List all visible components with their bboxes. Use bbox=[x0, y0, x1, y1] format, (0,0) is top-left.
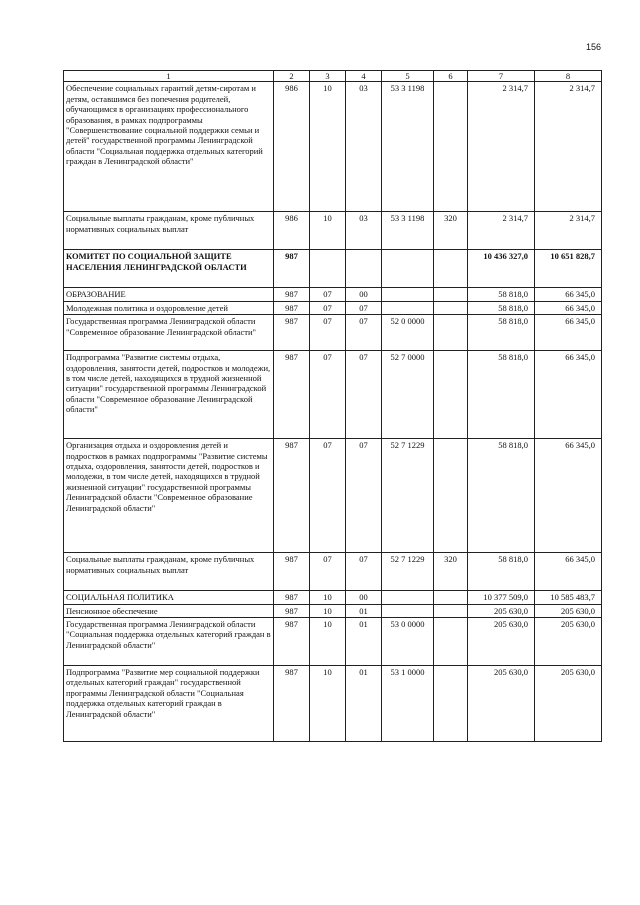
cell-amount-2: 66 345,0 bbox=[535, 351, 602, 439]
column-header: 1 bbox=[64, 71, 274, 82]
cell-target-article bbox=[382, 288, 434, 301]
cell-subsection: 03 bbox=[346, 212, 382, 250]
table-row bbox=[64, 301, 602, 314]
cell-ministry: 987 bbox=[274, 591, 310, 604]
cell-section: 10 bbox=[310, 591, 346, 604]
cell-section: 07 bbox=[310, 288, 346, 301]
cell-section: 07 bbox=[310, 301, 346, 314]
cell-expense-type: 320 bbox=[434, 212, 468, 250]
cell-subsection: 07 bbox=[346, 315, 382, 351]
cell-expense-type bbox=[434, 301, 468, 314]
cell-expense-type bbox=[434, 666, 468, 742]
cell-amount-2: 66 345,0 bbox=[535, 315, 602, 351]
cell-ministry: 987 bbox=[274, 301, 310, 314]
cell-target-article: 52 0 0000 bbox=[382, 315, 434, 351]
cell-section: 07 bbox=[310, 315, 346, 351]
cell-expense-type bbox=[434, 82, 468, 212]
column-header: 2 bbox=[274, 71, 310, 82]
table-row bbox=[64, 591, 602, 604]
row-name: Подпрограмма "Развитие мер социальной поддержки отдельных категорий граждан" государственной программы Ленинградской области "Социальная поддержка отдельных категорий граждан в Ленинградской области" bbox=[64, 666, 274, 742]
cell-subsection bbox=[346, 250, 382, 288]
cell-target-article bbox=[382, 301, 434, 314]
cell-subsection: 03 bbox=[346, 82, 382, 212]
table-row bbox=[64, 315, 602, 351]
cell-target-article: 52 7 0000 bbox=[382, 351, 434, 439]
column-header: 8 bbox=[535, 71, 602, 82]
cell-target-article bbox=[382, 591, 434, 604]
cell-amount-2: 2 314,7 bbox=[535, 212, 602, 250]
cell-expense-type bbox=[434, 591, 468, 604]
cell-subsection: 07 bbox=[346, 439, 382, 553]
cell-ministry: 987 bbox=[274, 250, 310, 288]
row-name: Обеспечение социальных гарантий детям-сиротам и детям, оставшимся без попечения родителей, обучающимся в организациях профессионального образования, в рамках подпрограммы "Совершенствование социальной поддержки семьи и детей" государственной программы Ленинградской области "Социальная поддержка отдельных категорий граждан в Ленинградской области" bbox=[64, 82, 274, 212]
row-name: Государственная программа Ленинградской области "Социальная поддержка отдельных категорий граждан в Ленинградской области" bbox=[64, 618, 274, 666]
cell-section bbox=[310, 250, 346, 288]
cell-subsection: 07 bbox=[346, 553, 382, 591]
cell-ministry: 987 bbox=[274, 553, 310, 591]
table-row bbox=[64, 250, 602, 288]
budget-table bbox=[63, 70, 602, 742]
cell-amount-1: 205 630,0 bbox=[468, 604, 535, 617]
cell-ministry: 986 bbox=[274, 212, 310, 250]
cell-section: 07 bbox=[310, 439, 346, 553]
cell-target-article: 53 0 0000 bbox=[382, 618, 434, 666]
cell-ministry: 987 bbox=[274, 315, 310, 351]
cell-section: 10 bbox=[310, 618, 346, 666]
table-row bbox=[64, 439, 602, 553]
cell-expense-type bbox=[434, 618, 468, 666]
row-name: Подпрограмма "Развитие системы отдыха, оздоровления, занятости детей, подростков и молодежи, в том числе детей, находящихся в трудной жизненной ситуации" государственной программы Ленинградской области "Современное образование Ленинградской области" bbox=[64, 351, 274, 439]
cell-target-article: 52 7 1229 bbox=[382, 439, 434, 553]
cell-amount-2: 10 651 828,7 bbox=[535, 250, 602, 288]
column-header: 7 bbox=[468, 71, 535, 82]
table-row bbox=[64, 553, 602, 591]
cell-expense-type bbox=[434, 439, 468, 553]
cell-amount-1: 10 377 509,0 bbox=[468, 591, 535, 604]
table-row bbox=[64, 618, 602, 666]
row-name: Социальные выплаты гражданам, кроме публичных нормативных социальных выплат bbox=[64, 212, 274, 250]
cell-amount-1: 10 436 327,0 bbox=[468, 250, 535, 288]
cell-section: 07 bbox=[310, 351, 346, 439]
cell-section: 10 bbox=[310, 666, 346, 742]
cell-ministry: 987 bbox=[274, 351, 310, 439]
cell-amount-1: 58 818,0 bbox=[468, 315, 535, 351]
column-header: 6 bbox=[434, 71, 468, 82]
cell-ministry: 987 bbox=[274, 288, 310, 301]
cell-section: 10 bbox=[310, 82, 346, 212]
table-row bbox=[64, 288, 602, 301]
cell-target-article: 52 7 1229 bbox=[382, 553, 434, 591]
cell-expense-type bbox=[434, 351, 468, 439]
table-row bbox=[64, 82, 602, 212]
cell-target-article bbox=[382, 250, 434, 288]
cell-ministry: 987 bbox=[274, 666, 310, 742]
row-name: ОБРАЗОВАНИЕ bbox=[64, 288, 274, 301]
table-row bbox=[64, 604, 602, 617]
cell-target-article: 53 3 1198 bbox=[382, 212, 434, 250]
cell-ministry: 987 bbox=[274, 618, 310, 666]
cell-amount-2: 205 630,0 bbox=[535, 618, 602, 666]
cell-amount-1: 205 630,0 bbox=[468, 666, 535, 742]
table-row bbox=[64, 351, 602, 439]
row-name: Организация отдыха и оздоровления детей и подростков в рамках подпрограммы "Развитие системы отдыха, оздоровления, занятости детей, подростков и молодежи, в том числе детей, находящихся в трудной жизненной ситуации" государственной программы Ленинградской области "Современное образование Ленинградской области" bbox=[64, 439, 274, 553]
cell-amount-1: 205 630,0 bbox=[468, 618, 535, 666]
row-name: Молодежная политика и оздоровление детей bbox=[64, 301, 274, 314]
row-name: Пенсионное обеспечение bbox=[64, 604, 274, 617]
column-header: 4 bbox=[346, 71, 382, 82]
cell-amount-1: 58 818,0 bbox=[468, 351, 535, 439]
row-name: Государственная программа Ленинградской области "Современное образование Ленинградской области" bbox=[64, 315, 274, 351]
cell-expense-type bbox=[434, 315, 468, 351]
cell-amount-1: 2 314,7 bbox=[468, 82, 535, 212]
cell-target-article: 53 1 0000 bbox=[382, 666, 434, 742]
cell-subsection: 07 bbox=[346, 301, 382, 314]
cell-expense-type bbox=[434, 288, 468, 301]
cell-section: 07 bbox=[310, 553, 346, 591]
header-row bbox=[64, 71, 602, 82]
cell-expense-type bbox=[434, 250, 468, 288]
table-row bbox=[64, 666, 602, 742]
cell-section: 10 bbox=[310, 604, 346, 617]
cell-amount-2: 66 345,0 bbox=[535, 439, 602, 553]
page-number: 156 bbox=[586, 42, 602, 52]
cell-subsection: 01 bbox=[346, 618, 382, 666]
cell-subsection: 01 bbox=[346, 666, 382, 742]
cell-subsection: 00 bbox=[346, 591, 382, 604]
cell-amount-1: 58 818,0 bbox=[468, 301, 535, 314]
cell-ministry: 987 bbox=[274, 439, 310, 553]
cell-amount-2: 205 630,0 bbox=[535, 604, 602, 617]
cell-amount-1: 58 818,0 bbox=[468, 288, 535, 301]
cell-amount-2: 205 630,0 bbox=[535, 666, 602, 742]
cell-subsection: 00 bbox=[346, 288, 382, 301]
cell-amount-2: 66 345,0 bbox=[535, 553, 602, 591]
cell-subsection: 07 bbox=[346, 351, 382, 439]
cell-ministry: 986 bbox=[274, 82, 310, 212]
cell-amount-2: 66 345,0 bbox=[535, 301, 602, 314]
cell-amount-2: 66 345,0 bbox=[535, 288, 602, 301]
cell-target-article: 53 3 1198 bbox=[382, 82, 434, 212]
row-name: КОМИТЕТ ПО СОЦИАЛЬНОЙ ЗАЩИТЕ НАСЕЛЕНИЯ ЛЕНИНГРАДСКОЙ ОБЛАСТИ bbox=[64, 250, 274, 288]
column-header: 3 bbox=[310, 71, 346, 82]
cell-amount-1: 58 818,0 bbox=[468, 439, 535, 553]
cell-expense-type: 320 bbox=[434, 553, 468, 591]
cell-amount-1: 2 314,7 bbox=[468, 212, 535, 250]
row-name: Социальные выплаты гражданам, кроме публичных нормативных социальных выплат bbox=[64, 553, 274, 591]
table-row bbox=[64, 212, 602, 250]
cell-amount-2: 10 585 483,7 bbox=[535, 591, 602, 604]
cell-ministry: 987 bbox=[274, 604, 310, 617]
cell-section: 10 bbox=[310, 212, 346, 250]
cell-amount-1: 58 818,0 bbox=[468, 553, 535, 591]
cell-expense-type bbox=[434, 604, 468, 617]
cell-target-article bbox=[382, 604, 434, 617]
row-name: СОЦИАЛЬНАЯ ПОЛИТИКА bbox=[64, 591, 274, 604]
cell-amount-2: 2 314,7 bbox=[535, 82, 602, 212]
cell-subsection: 01 bbox=[346, 604, 382, 617]
column-header: 5 bbox=[382, 71, 434, 82]
